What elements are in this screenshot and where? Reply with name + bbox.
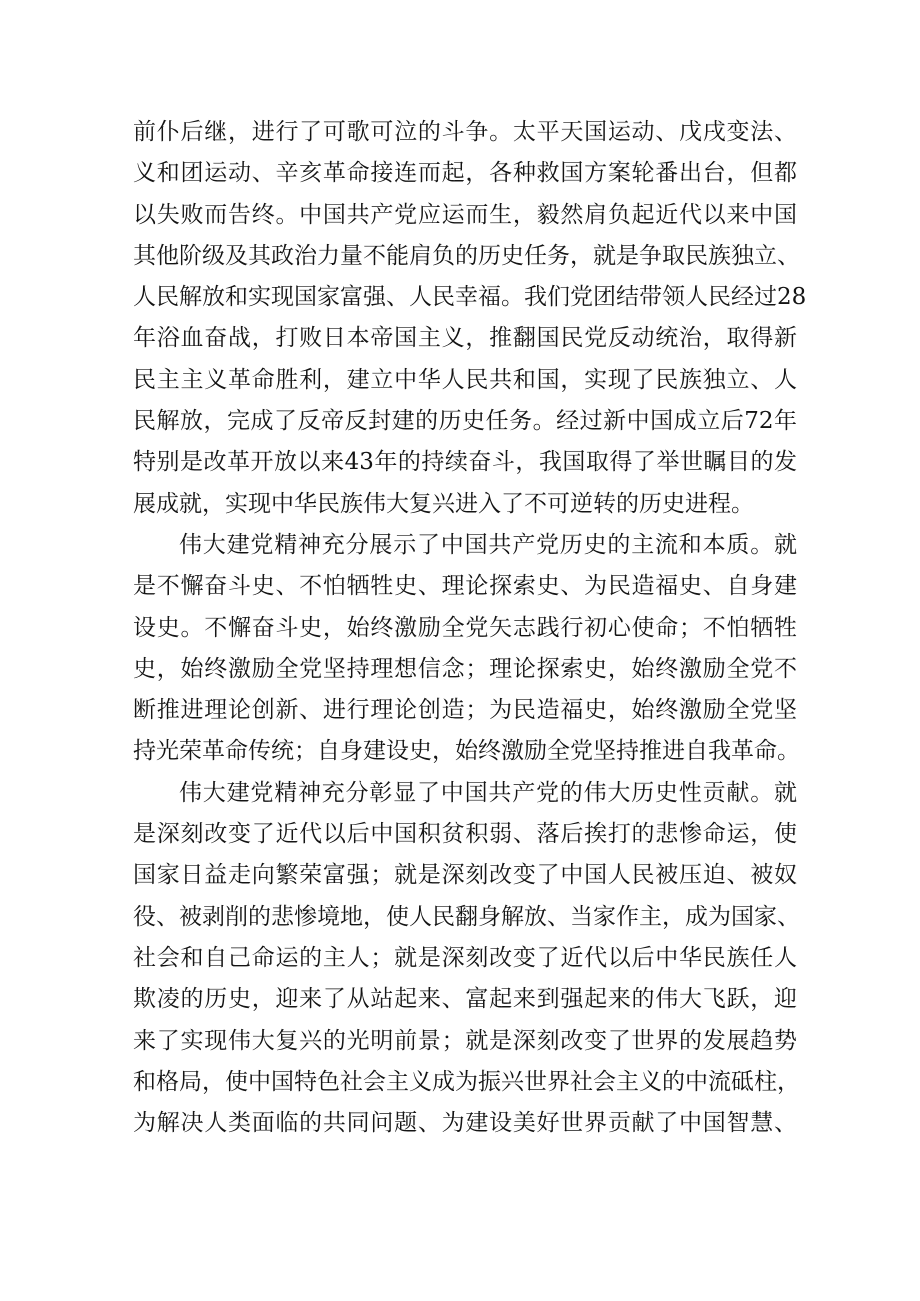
text-line: 国家日益走向繁荣富强；就是深刻改变了中国人民被压迫、被奴 [133, 862, 797, 889]
text-line: 来了实现伟大复兴的光明前景；就是深刻改变了世界的发展趋势 [133, 1027, 797, 1054]
text-line: 特别是改革开放以来43年的持续奋斗，我国取得了举世瞩目的发 [133, 449, 797, 476]
text-line: 是不懈奋斗史、不怕牺牲史、理论探索史、为民造福史、自身建 [133, 573, 797, 600]
text-line: 民解放，完成了反帝反封建的历史任务。经过新中国成立后72年 [133, 408, 797, 435]
paragraph-first-line: 伟大建党精神充分展示了中国共产党历史的主流和本质。就 [179, 531, 797, 558]
text-line: 设史。不懈奋斗史，始终激励全党矢志践行初心使命；不怕牺牲 [133, 614, 797, 641]
text-line: 展成就，实现中华民族伟大复兴进入了不可逆转的历史进程。 [133, 490, 754, 517]
text-line: 年浴血奋战，打败日本帝国主义，推翻国民党反动统治，取得新 [133, 325, 797, 352]
paragraph-first-line: 伟大建党精神充分彰显了中国共产党的伟大历史性贡献。就 [179, 779, 797, 806]
text-line: 为解决人类面临的共同问题、为建设美好世界贡献了中国智慧、 [133, 1110, 797, 1137]
text-line: 史，始终激励全党坚持理想信念；理论探索史，始终激励全党不 [133, 655, 797, 682]
text-line: 社会和自己命运的主人；就是深刻改变了近代以后中华民族任人 [133, 944, 797, 971]
text-line: 前仆后继，进行了可歌可泣的斗争。太平天国运动、戊戌变法、 [133, 119, 797, 145]
text-line: 人民解放和实现国家富强、人民幸福。我们党团结带领人民经过28 [133, 284, 807, 311]
text-line: 其他阶级及其政治力量不能肩负的历史任务，就是争取民族独立、 [133, 242, 800, 269]
text-line: 以失败而告终。中国共产党应运而生，毅然肩负起近代以来中国 [133, 201, 797, 228]
text-line: 役、被剥削的悲惨境地，使人民翻身解放、当家作主，成为国家、 [133, 903, 800, 930]
text-line: 民主主义革命胜利，建立中华人民共和国，实现了民族独立、人 [133, 366, 797, 393]
text-line: 义和团运动、辛亥革命接连而起，各种救国方案轮番出台，但都 [133, 160, 797, 187]
text-line: 持光荣革命传统；自身建设史，始终激励全党坚持推进自我革命。 [133, 738, 800, 765]
text-line: 和格局，使中国特色社会主义成为振兴世界社会主义的中流砥柱， [133, 1068, 800, 1095]
body-text [133, 112, 807, 1144]
text-line: 欺凌的历史，迎来了从站起来、富起来到强起来的伟大飞跃，迎 [133, 986, 797, 1013]
text-line: 断推进理论创新、进行理论创造；为民造福史，始终激励全党坚 [133, 697, 797, 724]
text-line: 是深刻改变了近代以后中国积贫积弱、落后挨打的悲惨命运，使 [133, 821, 797, 848]
